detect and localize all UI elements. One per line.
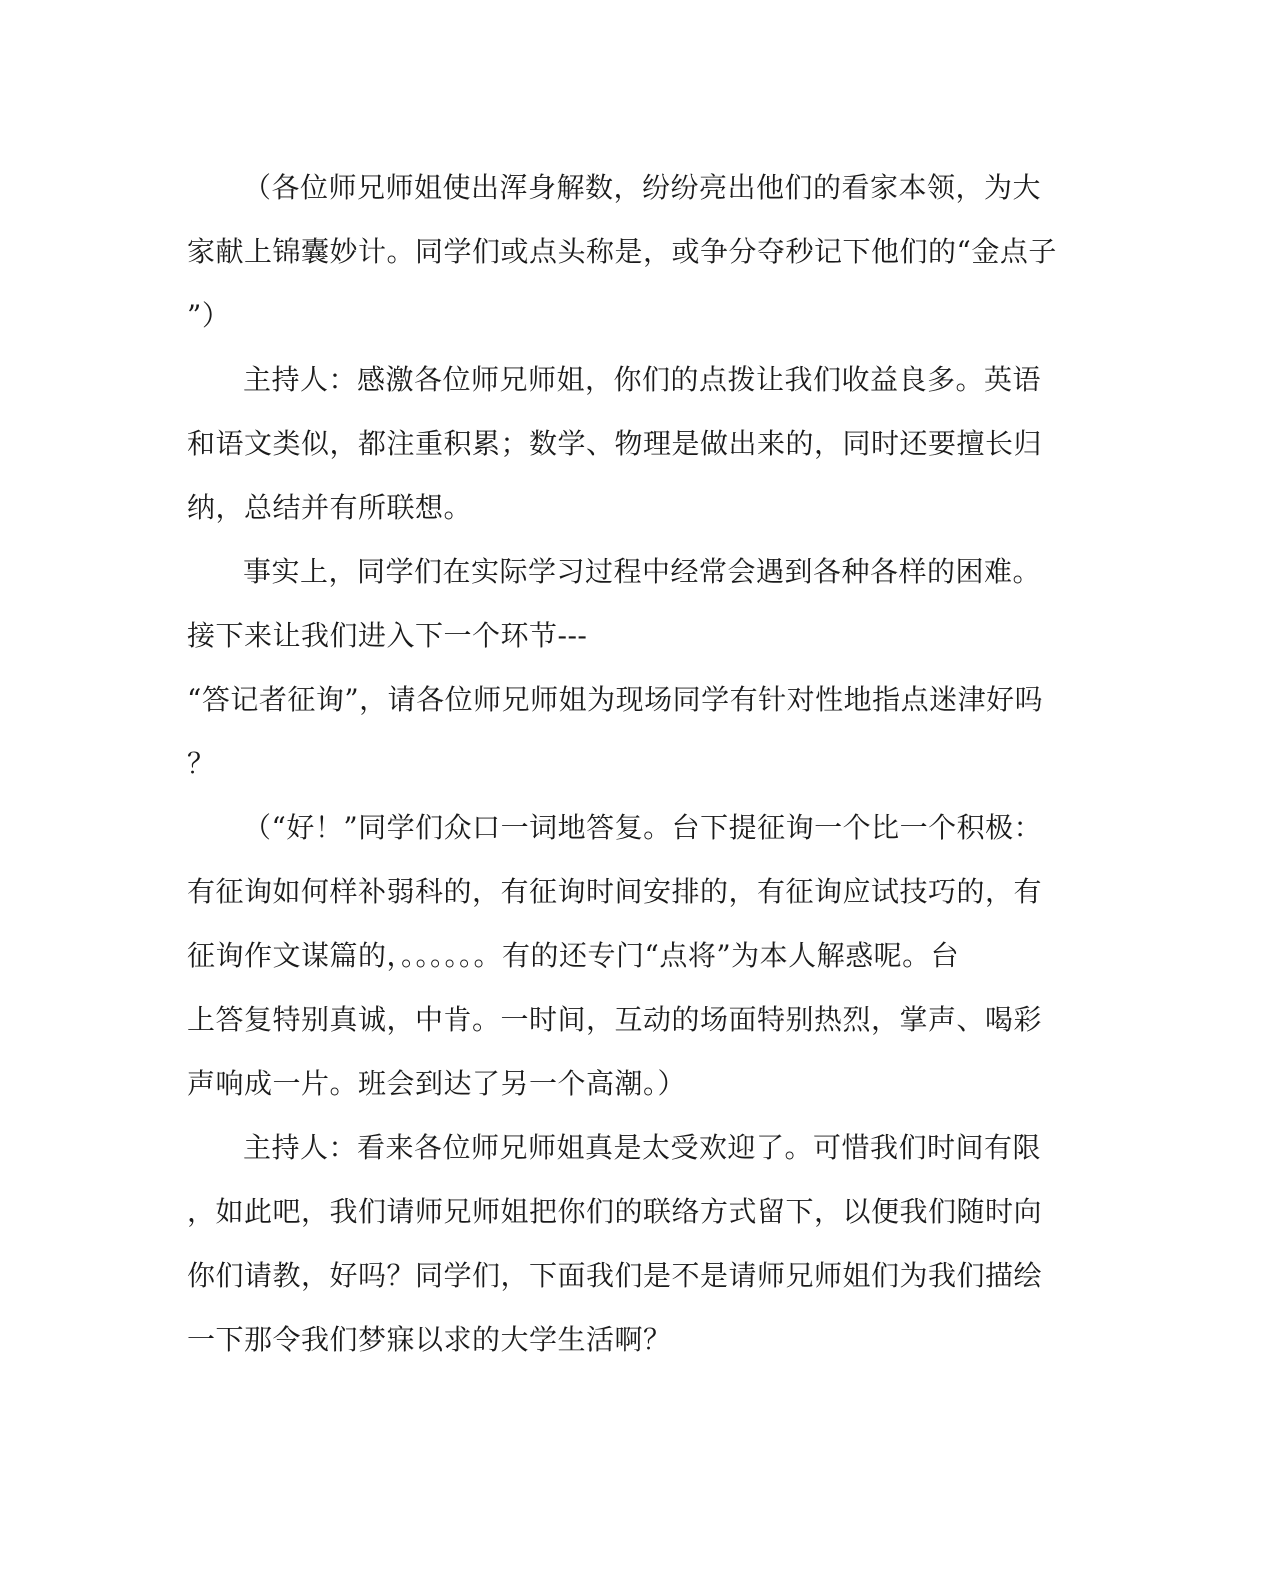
text-line: ”） bbox=[187, 299, 231, 332]
text-line: 家献上锦囊妙计。同学们或点头称是，或争分夺秒记下他们的“金点子 bbox=[187, 235, 1057, 268]
text-line: 声响成一片。班会到达了另一个高潮。） bbox=[187, 1067, 687, 1100]
text-line: ，如此吧，我们请师兄师姐把你们的联络方式留下，以便我们随时向 bbox=[187, 1195, 1043, 1228]
text-line: 上答复特别真诚，中肯。一时间，互动的场面特别热烈，掌声、喝彩 bbox=[187, 1003, 1043, 1036]
text-line: 主持人：感激各位师兄师姐，你们的点拨让我们收益良多。英语 bbox=[243, 363, 1042, 396]
text-line: ？ bbox=[187, 747, 216, 780]
text-line: 事实上，同学们在实际学习过程中经常会遇到各种各样的困难。 bbox=[243, 555, 1042, 588]
text-line: （“好！”同学们众口一词地答复。台下提征询一个比一个积极： bbox=[243, 811, 1043, 844]
text-line: 你们请教，好吗？同学们，下面我们是不是请师兄师姐们为我们描绘 bbox=[187, 1259, 1043, 1292]
text-line: “答记者征询”，请各位师兄师姐为现场同学有针对性地指点迷津好吗 bbox=[187, 683, 1044, 716]
text-line: 有征询如何样补弱科的，有征询时间安排的，有征询应试技巧的，有 bbox=[187, 875, 1043, 908]
text-line: 纳，总结并有所联想。 bbox=[187, 491, 473, 524]
text-line: 征询作文谋篇的，。。。。。。有的还专门“点将”为本人解惑呢。台 bbox=[187, 939, 960, 972]
text-line: 接下来让我们进入下一个环节--- bbox=[187, 619, 588, 652]
text-line: 和语文类似，都注重积累；数学、物理是做出来的，同时还要擅长归 bbox=[187, 427, 1043, 460]
document-body bbox=[187, 156, 1067, 1372]
text-line: 一下那令我们梦寐以求的大学生活啊？ bbox=[187, 1323, 672, 1356]
text-line: 主持人：看来各位师兄师姐真是太受欢迎了。可惜我们时间有限 bbox=[243, 1131, 1042, 1164]
text-line: （各位师兄师姐使出浑身解数，纷纷亮出他们的看家本领，为大 bbox=[243, 171, 1042, 204]
